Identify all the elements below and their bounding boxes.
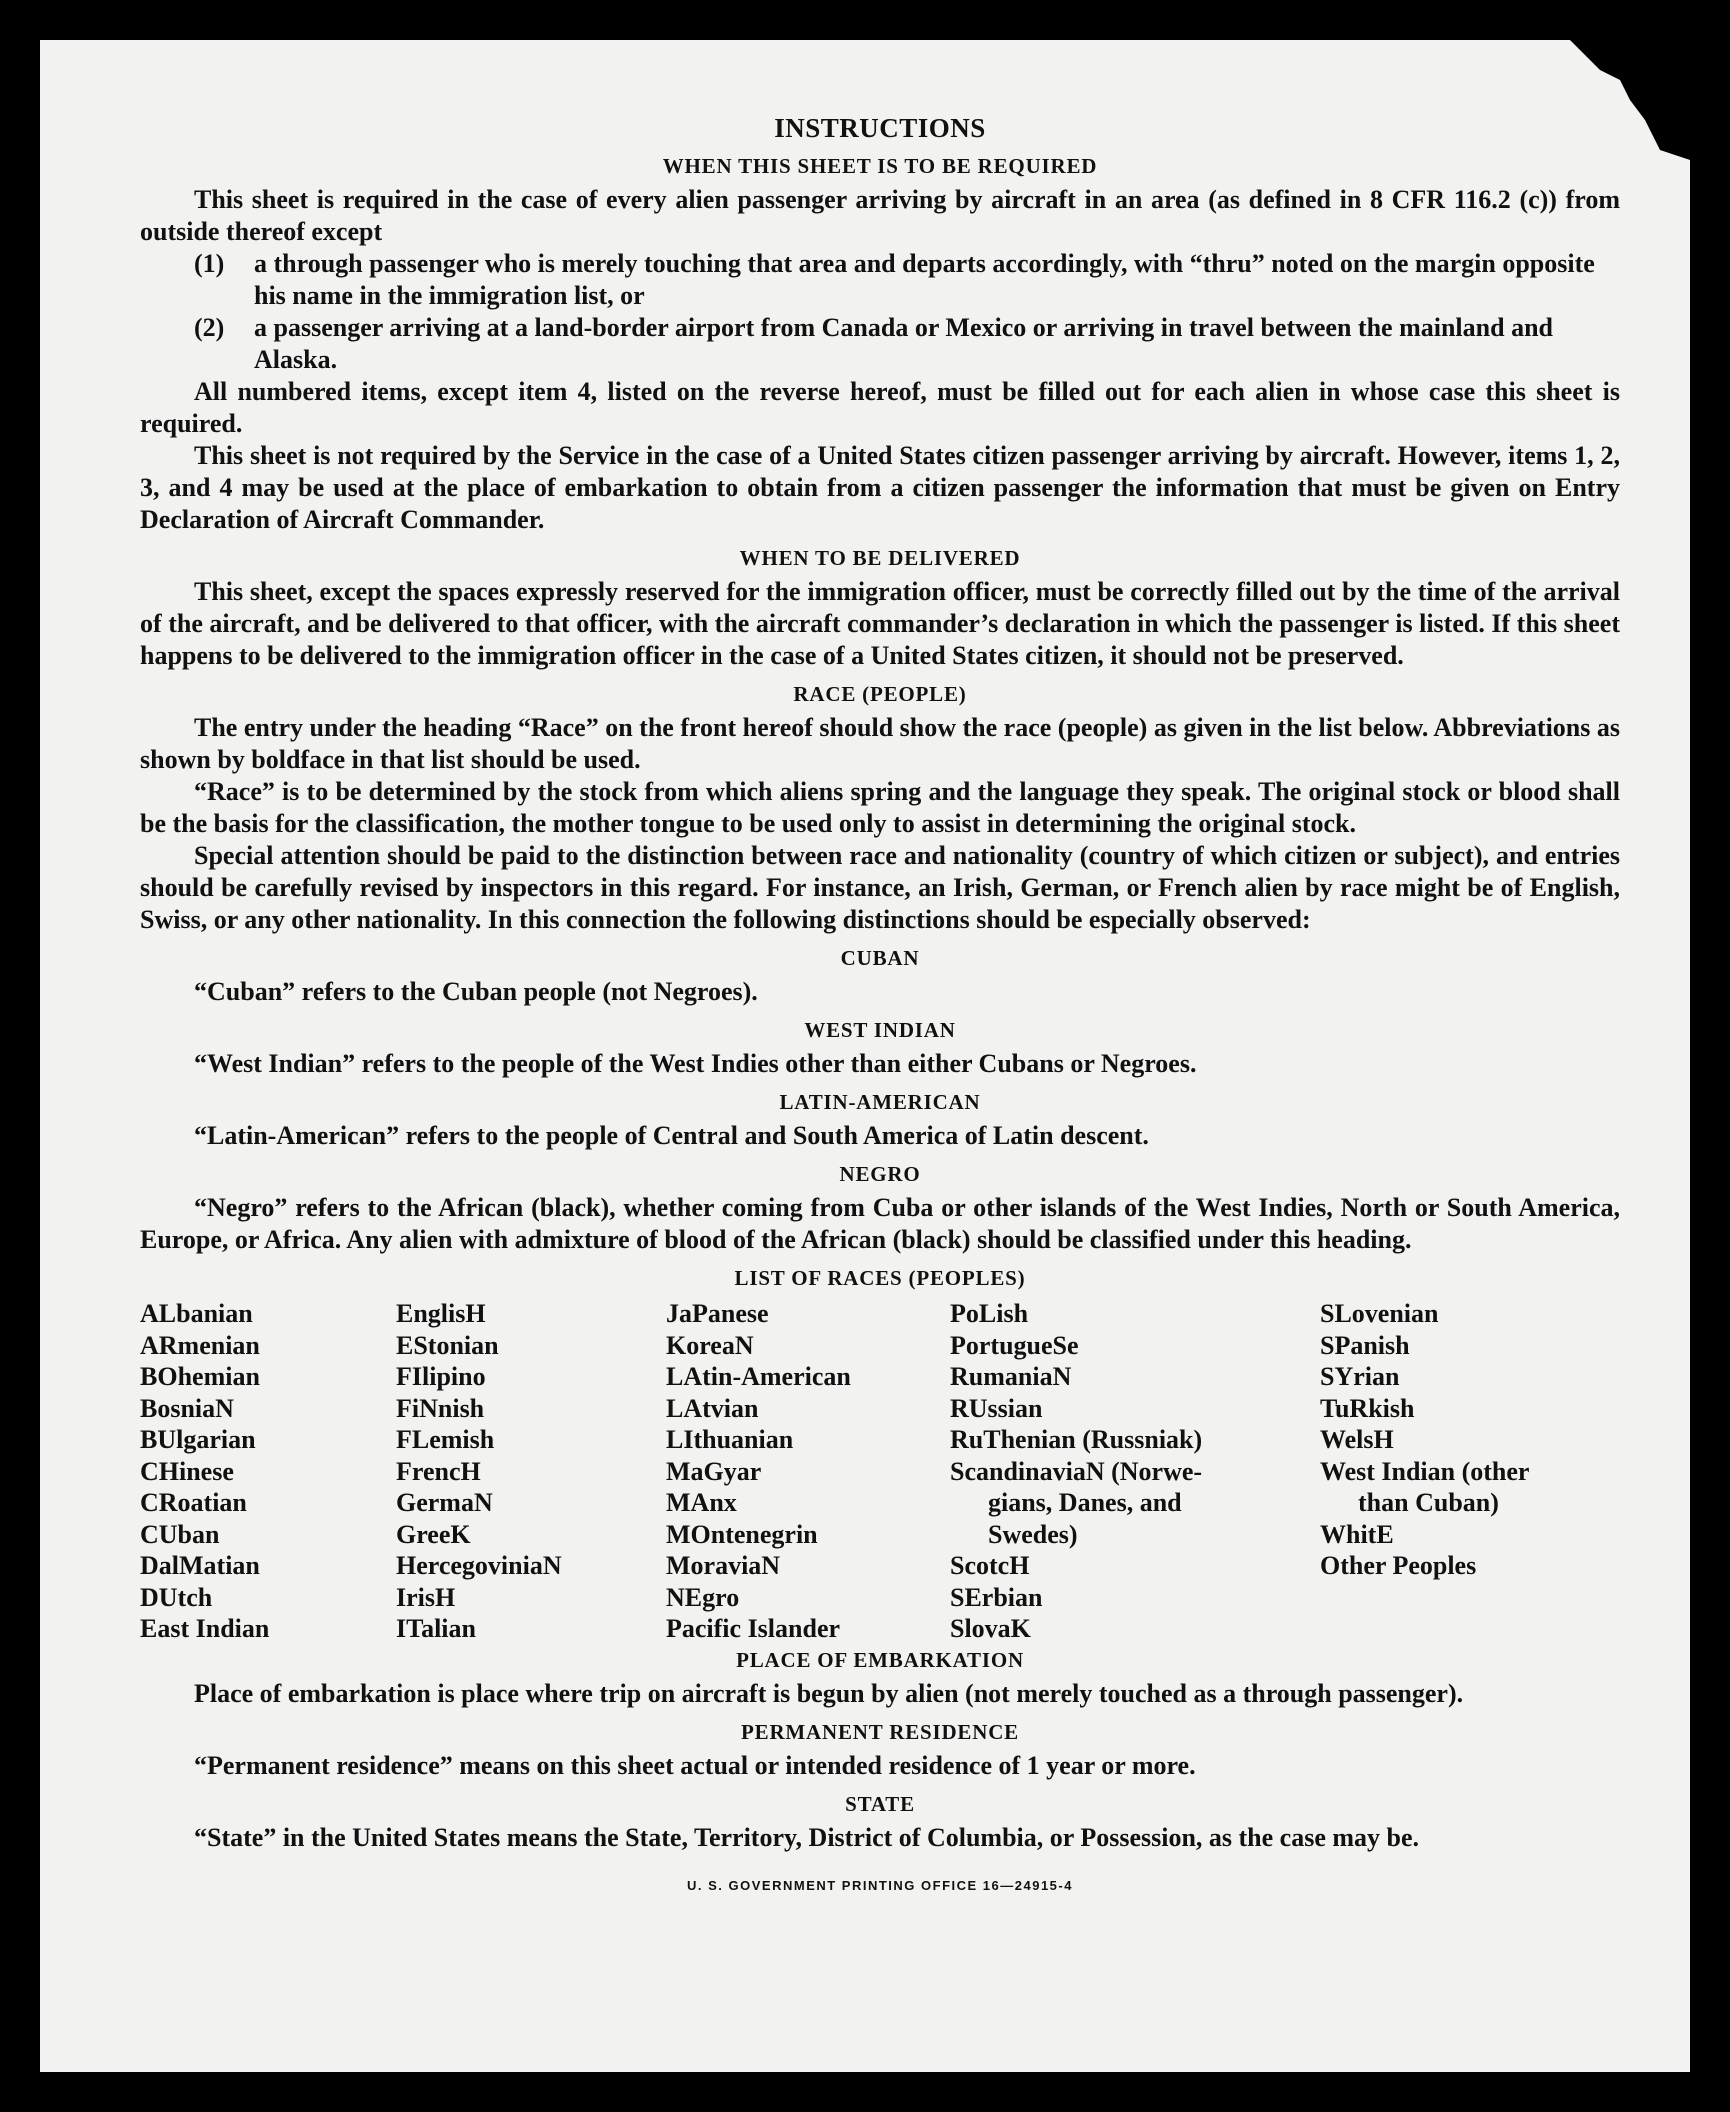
heading-permanent-residence: PERMANENT RESIDENCE <box>741 1720 1019 1744</box>
para-latin-american: “Latin-American” refers to the people of Central and South America of Latin descent. <box>194 1121 1149 1150</box>
heading-list-of-races: LIST OF RACES (PEOPLES) <box>734 1266 1026 1290</box>
race-item: RUssian <box>950 1393 1043 1423</box>
race-item: SLovenian <box>1320 1299 1439 1328</box>
race-item: MaGyar <box>666 1456 762 1486</box>
race-item: DUtch <box>140 1582 213 1612</box>
race-item: CHinese <box>140 1456 234 1486</box>
races-column-4 <box>950 1298 1202 1645</box>
para-cuban: “Cuban” refers to the Cuban people (not Negroes). <box>194 977 758 1006</box>
race-item: SlovaK <box>950 1614 1031 1643</box>
race-item: ARmenian <box>140 1330 260 1360</box>
race-item: ScotcH <box>950 1551 1030 1580</box>
list-item: (2) a passenger arriving at a land-border airport from Canada or Mexico or arriving in travel between the mainland and Alaska. <box>194 313 1553 374</box>
race-item: CRoatian <box>140 1488 247 1517</box>
race-item: West Indian (other <box>1320 1456 1530 1486</box>
exceptions-list <box>140 248 1620 376</box>
race-item: DalMatian <box>140 1551 260 1580</box>
race-item: than Cuban) <box>1358 1488 1499 1517</box>
race-item: EnglisH <box>396 1299 486 1328</box>
race-item: RumaniaN <box>950 1362 1072 1391</box>
document-page <box>40 40 1690 2072</box>
race-item: JaPanese <box>666 1299 769 1328</box>
para-race-1: The entry under the heading “Race” on the front hereof should show the race (people) as given in the list below. Abbreviations as shown by boldface in that list should be used. <box>140 713 1620 774</box>
race-item: Other Peoples <box>1320 1551 1477 1580</box>
race-item: gians, Danes, and <box>988 1488 1182 1517</box>
para-numbered-items: All numbered items, except item 4, listed on the reverse hereof, must be filled out for each alien in whose case this sheet is required. <box>140 377 1620 438</box>
races-column-2 <box>396 1298 562 1645</box>
para-permanent-residence: “Permanent residence” means on this sheet actual or intended residence of 1 year or more. <box>194 1751 1196 1780</box>
heading-when-delivered: WHEN TO BE DELIVERED <box>739 546 1021 570</box>
heading-state: STATE <box>845 1792 915 1816</box>
race-item: FrencH <box>396 1456 481 1486</box>
race-item: WhitE <box>1320 1519 1394 1549</box>
race-item: MAnx <box>666 1488 737 1517</box>
race-item: EStonian <box>396 1330 499 1360</box>
race-item: RuThenian (Russniak) <box>950 1425 1203 1454</box>
heading-cuban: CUBAN <box>840 946 920 970</box>
race-item: LAtin-American <box>666 1362 851 1391</box>
race-item: LIthuanian <box>666 1425 794 1454</box>
race-item: SPanish <box>1320 1330 1410 1360</box>
list-item: (1) a through passenger who is merely touching that area and departs accordingly, with “thru” noted on the margin opposite his name in the immigration list, or <box>194 249 1595 310</box>
race-item: Swedes) <box>988 1519 1078 1549</box>
race-item: TuRkish <box>1320 1393 1415 1423</box>
para-race-3: Special attention should be paid to the distinction between race and nationality (country of which citizen or subject), and entries should be carefully revised by inspectors in this regard. For instance, an Irish, German, or French alien by race might be of English, Swiss, or any other nationality. In this connection the following distinctions should be especially observed: <box>140 841 1620 934</box>
race-item: SYrian <box>1320 1362 1400 1391</box>
races-column-1 <box>140 1298 269 1645</box>
para-when-required-intro: This sheet is required in the case of every alien passenger arriving by aircraft in an area (as defined in 8 CFR 116.2 (c)) from outside thereof except <box>140 185 1620 246</box>
race-item: CUban <box>140 1519 220 1549</box>
printing-office-footer: U. S. GOVERNMENT PRINTING OFFICE 16—24915-4 <box>687 1878 1073 1893</box>
race-item: ScandinaviaN (Norwe- <box>950 1456 1203 1486</box>
para-negro: “Negro” refers to the African (black), whether coming from Cuba or other islands of the West Indies, North or South America, Europe, or Africa. Any alien with admixture of blood of the African (black) should be classified under this heading. <box>140 1193 1620 1254</box>
races-column-5 <box>1320 1298 1529 1582</box>
races-column-3 <box>666 1298 851 1645</box>
race-item: East Indian <box>140 1614 270 1643</box>
race-item: HercegoviniaN <box>396 1551 562 1580</box>
race-item: ITalian <box>396 1614 476 1643</box>
para-citizen-exception: This sheet is not required by the Service in the case of a United States citizen passenger arriving by aircraft. However, items 1, 2, 3, and 4 may be used at the place of embarkation to obtain from a citizen passenger the information that must be given on Entry Declaration of Aircraft Commander. <box>140 441 1620 534</box>
para-embarkation: Place of embarkation is place where trip on aircraft is begun by alien (not merely touched as a through passenger). <box>194 1679 1464 1708</box>
page-title: INSTRUCTIONS <box>774 113 986 143</box>
race-item: BOhemian <box>140 1362 260 1391</box>
race-item: GermaN <box>396 1488 493 1517</box>
race-item: IrisH <box>396 1582 456 1612</box>
race-item: NEgro <box>666 1582 740 1612</box>
race-item: FIlipino <box>396 1362 486 1391</box>
races-table <box>140 1298 1620 1643</box>
para-state: “State” in the United States means the State, Territory, District of Columbia, or Possession, as the case may be. <box>194 1823 1420 1852</box>
race-item: KoreaN <box>666 1330 754 1360</box>
para-race-2: “Race” is to be determined by the stock from which aliens spring and the language they speak. The original stock or blood shall be the basis for the classification, the mother tongue to be used only to assist in determining the original stock. <box>140 777 1620 838</box>
race-item: FiNnish <box>396 1393 485 1423</box>
heading-latin-american: LATIN-AMERICAN <box>779 1090 981 1114</box>
race-item: MoraviaN <box>666 1551 781 1580</box>
heading-embarkation: PLACE OF EMBARKATION <box>736 1648 1024 1672</box>
heading-west-indian: WEST INDIAN <box>804 1018 956 1042</box>
race-item: BUlgarian <box>140 1425 256 1454</box>
race-item: ALbanian <box>140 1299 253 1328</box>
heading-when-required: WHEN THIS SHEET IS TO BE REQUIRED <box>662 154 1098 178</box>
race-item: MOntenegrin <box>666 1519 818 1549</box>
race-item: LAtvian <box>666 1393 759 1423</box>
para-west-indian: “West Indian” refers to the people of the West Indies other than either Cubans or Negroes. <box>194 1049 1197 1078</box>
race-item: BosniaN <box>140 1393 234 1423</box>
heading-negro: NEGRO <box>839 1162 921 1186</box>
heading-race: RACE (PEOPLE) <box>793 682 967 706</box>
race-item: PortugueSe <box>950 1330 1079 1360</box>
para-when-delivered: This sheet, except the spaces expressly reserved for the immigration officer, must be correctly filled out by the time of the arrival of the aircraft, and be delivered to that officer, with the aircraft commander’s declaration in which the passenger is listed. If this sheet happens to be delivered to the immigration officer in the case of a United States citizen, it should not be preserved. <box>140 577 1620 670</box>
race-item: GreeK <box>396 1519 471 1549</box>
race-item: WelsH <box>1320 1425 1394 1454</box>
race-item: SErbian <box>950 1582 1043 1612</box>
race-item: Pacific Islander <box>666 1614 841 1643</box>
race-item: FLemish <box>396 1425 495 1454</box>
race-item: PoLish <box>950 1299 1029 1328</box>
